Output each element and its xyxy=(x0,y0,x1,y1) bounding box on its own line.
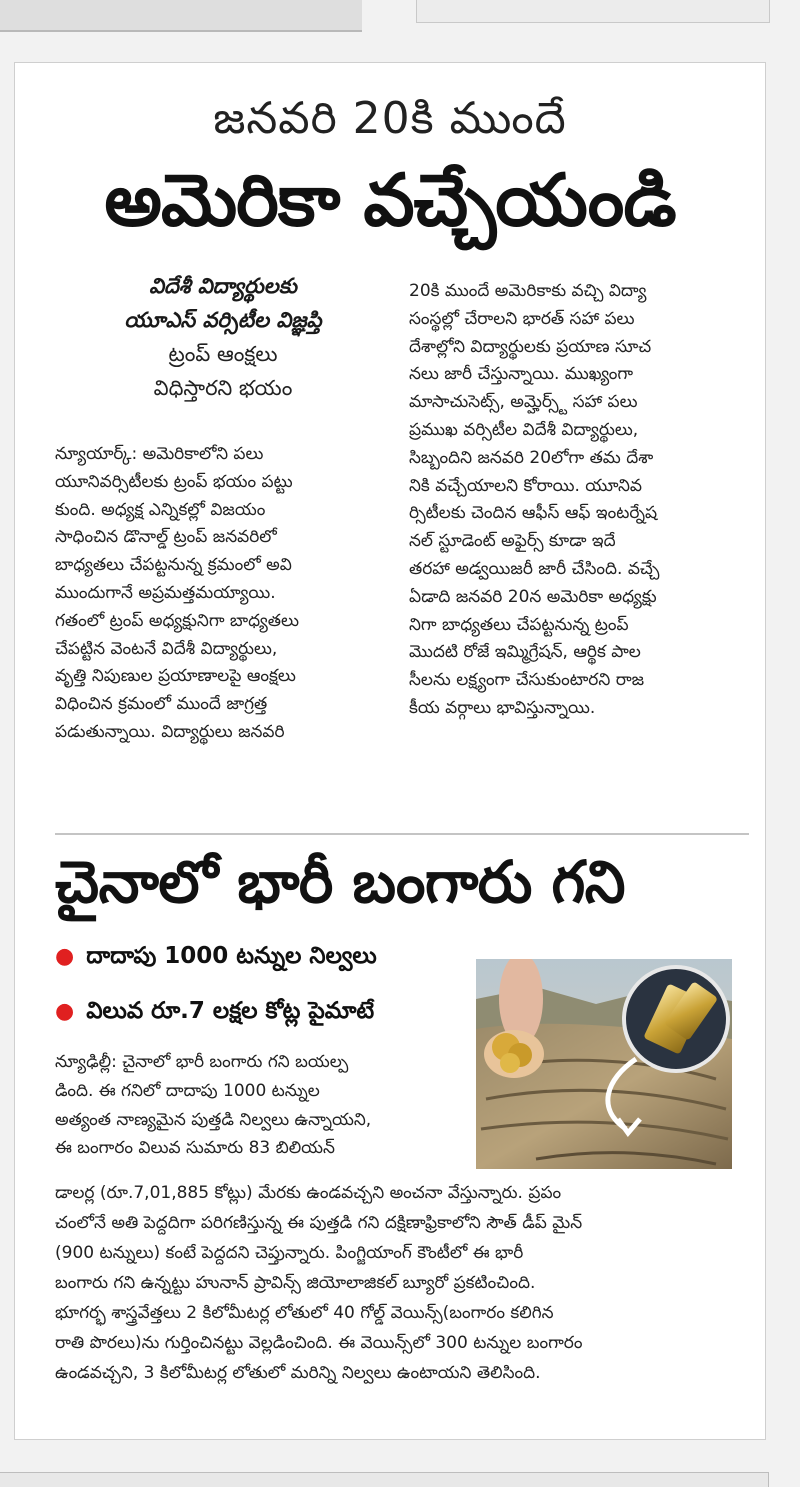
story1-decks xyxy=(55,269,391,405)
bullet-dot-icon: ● xyxy=(55,999,75,1024)
story1-deck-line: యూఎస్ వర్సిటీల విజ్ఞప్తి xyxy=(124,308,322,332)
story1-kicker: జనవరి 20కి ముందే xyxy=(213,93,567,144)
bullet-dot-icon: ● xyxy=(55,944,75,969)
news-clipping xyxy=(14,62,766,1440)
story2-bullet xyxy=(55,998,374,1030)
story2-body-top: న్యూఢిల్లీ: చైనాలో భారీ బంగారు గని బయల్ప డింది. ఈ గనిలో దాదాపు 1000 టన్నుల అత్యంత నాణ్యమైన పుత్తడి నిల్వలు ఉన్నాయని, ఈ బంగారం విలువ సుమారు 83 బిలియన్ xyxy=(55,1052,372,1159)
gold-mine-illustration xyxy=(476,959,732,1169)
section-divider xyxy=(55,833,749,835)
adjacent-article-strip xyxy=(0,0,362,32)
story2-bullet xyxy=(55,943,377,975)
story2-bullet-text: దాదాపు 1000 టన్నుల నిల్వలు xyxy=(86,943,377,969)
story1-headline: అమెరికా వచ్చేయండి xyxy=(104,158,676,242)
story1-body-right-column: 20కి ముందే అమెరికాకు వచ్చి విద్యా సంస్థల్లో చేరాలని భారత్ సహా పలు దేశాల్లోని విద్యార్థులకు ప్రయాణ సూచ నలు జారీ చేస్తున్నాయి. ముఖ్యంగా మాసాచుసెట్స్, అమ్హెర్స్ట్ సహా పలు ప్రముఖ వర్సిటీల విదేశీ విద్యార్థులు, సిబ్బందిని జనవరి 20లోగా తమ దేశా నికి వచ్చేయాలని కోరాయి. యూనివ ర్సిటీలకు చెందిన ఆఫీస్ ఆఫ్ ఇంటర్నేష నల్ స్టూడెంట్ అఫైర్స్ కూడా ఇదే తరహా అడ్వయిజరీ జారీ చేసింది. వచ్చే ఏడాది జనవరి 20న అమెరికా అధ్యక్షు నిగా బాధ్యతలు చేపట్టనున్న ట్రంప్ మొదటి రోజే ఇమ్మిగ్రేషన్, ఆర్థిక పాల సీలను లక్ష్యంగా చేసుకుంటారని రాజ కీయ వర్గాలు భావిస్తున్నాయి. xyxy=(409,281,660,718)
adjacent-article-strip xyxy=(416,0,770,23)
gold-mine-photo xyxy=(476,959,732,1169)
story1-deck-line: విదేశీ విద్యార్థులకు xyxy=(149,274,297,298)
story2-bullet-text: విలువ రూ.7 లక్షల కోట్ల పైమాటే xyxy=(86,998,375,1024)
story1-body-left-column: న్యూయార్క్: అమెరికాలోని పలు యూనివర్సిటీలకు ట్రంప్ భయం పట్టు కుంది. అధ్యక్ష ఎన్నికల్లో విజయం సాధించిన డొనాల్డ్ ట్రంప్ జనవరిలో బాధ్యతలు చేపట్టనున్న క్రమంలో అవి ముందుగానే అప్రమత్తమయ్యాయి. గతంలో ట్రంప్ అధ్యక్షునిగా బాధ్యతలు చేపట్టిన వెంటనే విదేశీ విద్యార్థులు, వృత్తి నిపుణుల ప్రయాణాలపై ఆంక్షలు విధించిన క్రమంలో ముందే జాగ్రత్త పడుతున్నాయి. విద్యార్థులు జనవరి xyxy=(55,444,299,742)
story2-body-bottom: డాలర్ల (రూ.7,01,885 కోట్లు) మేరకు ఉండవచ్చని అంచనా వేస్తున్నారు. ప్రపం చంలోనే అతి పెద్దదిగా పరిగణిస్తున్న ఈ పుత్తడి గని దక్షిణాఫ్రికాలోని సౌత్ డీప్ మైన్ (900 టన్నులు) కంటే పెద్దదని చెప్తున్నారు. పింగ్జియాంగ్ కౌంటీలో ఈ భారీ బంగారు గని ఉన్నట్టు హునాన్ ప్రావిన్స్ జియోలాజికల్ బ్యూరో ప్రకటించింది. భూగర్భ శాస్త్రవేత్తలు 2 కిలోమీటర్ల లోతులో 40 గోల్డ్ వెయిన్స్(బంగారం కలిగిన రాతి పొరలు)ను గుర్తించినట్టు వెల్లడించింది. ఈ వెయిన్స్‌లో 300 టన్నుల బంగారం ఉండవచ్చని, 3 కిలోమీటర్ల లోతులో మరిన్ని నిల్వలు ఉంటాయని తెలిసింది. xyxy=(55,1183,583,1383)
story2-headline: చైనాలో భారీ బంగారు గని xyxy=(55,848,625,916)
story1-subdeck-line: ట్రంప్ ఆంక్షలు xyxy=(168,342,278,366)
story1-subdeck-line: విధిస్తారని భయం xyxy=(153,376,293,400)
